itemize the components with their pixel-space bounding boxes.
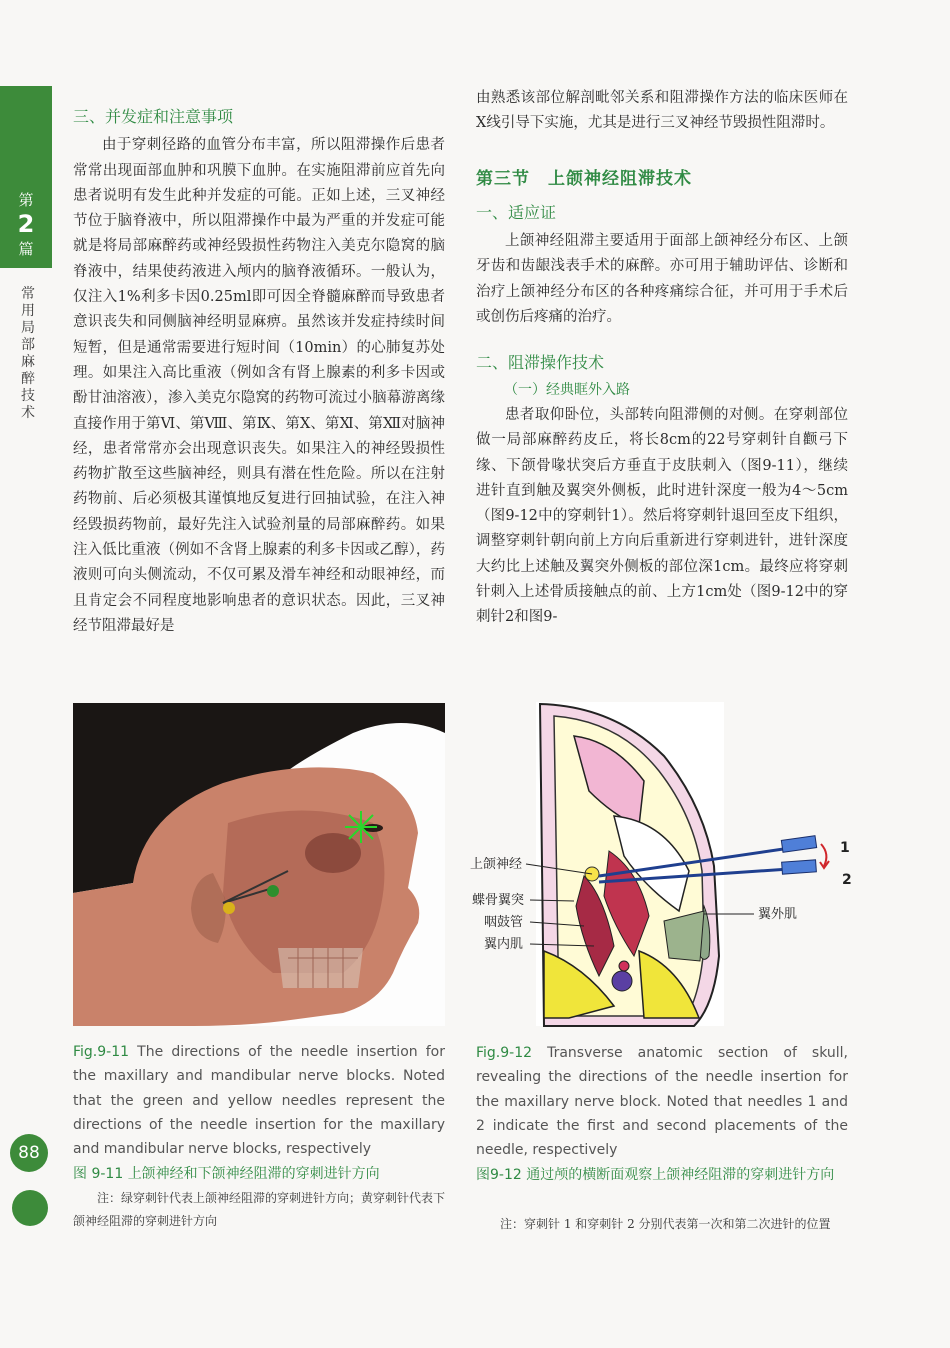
- side-char: 常: [21, 286, 35, 302]
- indications-heading: 一、适应证: [476, 202, 557, 222]
- indications-paragraph: 上颌神经阻滞主要适用于面部上颌神经分布区、上颌牙齿和齿龈浅表手术的麻醉。亦可用于辅助评估、诊断和治疗上颌神经分布区的各种疼痛综合征，并可用于手术后或创伤后疼痛的治疗。: [476, 233, 848, 326]
- eustachian-tube-label: 咽鼓管: [484, 915, 524, 930]
- skull-section-diagram: [464, 696, 864, 1036]
- section-title: 第三节 上颌神经阻滞技术: [476, 168, 692, 189]
- figure-9-11-en-text: The directions of the needle insertion for the maxillary and mandibular nerve blocks. Noted that the green and yellow needles represent the directions of the needle insertion for the maxillary and mandibular nerve blocks, respectively: [73, 1044, 446, 1158]
- patient-photo-illustration: [73, 703, 445, 1026]
- figure-9-12-note: 注：穿刺针 1 和穿刺针 2 分别代表第一次和第二次进针的位置: [500, 1217, 831, 1231]
- lateral-pterygoid-label: 翼外肌: [758, 907, 798, 922]
- part-prefix: 第: [18, 191, 34, 209]
- figure-9-11-caption-en: [73, 1040, 445, 1161]
- side-char: 局: [21, 320, 35, 336]
- approach-subheading: （一）经典眶外入路: [504, 381, 630, 398]
- figure-9-12-caption-en: [476, 1041, 848, 1162]
- figure-9-12-diagram: [464, 696, 864, 1036]
- figure-9-11-note: 注：绿穿刺针代表上颌神经阻滞的穿刺进针方向；黄穿刺针代表下颌神经阻滞的穿刺进针方向: [73, 1191, 446, 1228]
- figure-9-11-caption-cn: [73, 1163, 453, 1185]
- complications-heading: 三、并发症和注意事项: [73, 107, 234, 126]
- figure-9-12-caption-cn: [476, 1164, 848, 1186]
- figure-9-11-en-label: Fig.9-11: [73, 1044, 130, 1060]
- complications-paragraph: 由于穿刺径路的血管分布丰富，所以阻滞操作后患者常常出现面部血肿和巩膜下血肿。在实施阻滞前应首先向患者说明有发生此种并发症的可能。正如上述，三叉神经节位于脑脊液中，所以阻滞操作中最为严重的并发症可能就是将局部麻醉药或神经毁损性药物注入美克尔隐窝的脑脊液中，结果使药液进入颅内的脑脊液循环。一般认为，仅注入1%利多卡因0.25ml即可因全脊髓麻醉而导致患者意识丧失和同侧脑神经明显麻痹。虽然该并发症持续时间短暂，但是通常需要进行短时间（10min）的心肺复苏处理。如果注入高比重液（例如含有肾上腺素的利多卡因或酚甘油溶液），渗入美克尔隐窝的药物可流过小脑幕游离缘直接作用于第Ⅵ、第Ⅷ、第Ⅸ、第Ⅹ、第Ⅺ、第Ⅻ对脑神经，患者常常亦会出现意识丧失。如果注入的神经毁损性药物扩散至这些脑神经，则具有潜在性危险。所以在注射药物前、后必须极其谨慎地反复进行回抽试验，在注入神经毁损药物前，最好先注入试验剂量的局部麻醉药。如果注入低比重液（例如不含肾上腺素的利多卡因或乙醇），药液则可向头侧流动，不仅可累及滑车神经和动眼神经，而且肯定会不同程度地影响患者的意识状态。因此，三叉神经节阻滞最好是: [73, 137, 445, 634]
- page-number: 88: [10, 1134, 48, 1172]
- continuation-paragraph: 由熟悉该部位解剖毗邻关系和阻滞操作方法的临床医师在X线引导下实施，尤其是进行三叉神经节毁损性阻滞时。: [476, 90, 848, 132]
- figure-9-11-cn-title: 上颌神经和下颌神经阻滞的穿刺进针方向: [127, 1166, 380, 1182]
- technique-paragraph: 患者取仰卧位，头部转向阻滞侧的对侧。在穿刺部位做一局部麻醉药皮丘，将长8cm的22号穿刺针自颧弓下缘、下颌骨喙状突后方垂直于皮肤刺入（图9-11），继续进针直到触及翼突外侧板，此时进针深度一般为4～5cm（图9-12中的穿刺针1）。然后将穿刺针退回至皮下组织，调整穿刺针朝向前上方向后重新进行穿刺进针，进针深度大约比上述触及翼突外侧板的部位深1cm。最终应将穿刺针刺入上述骨质接触点的前、上方1cm处（图9-12中的穿刺针2和图9-: [476, 406, 848, 626]
- figure-9-12-cn-label: 图9-12: [476, 1167, 522, 1183]
- left-column: [73, 104, 445, 639]
- figure-9-12-en-label: Fig.9-12: [476, 1045, 533, 1061]
- technique-heading: 二、阻滞操作技术: [476, 353, 605, 373]
- green-marker-icon: [345, 811, 377, 843]
- part-tab: [0, 86, 52, 268]
- pterygoid-process-label: 蝶骨翼突: [472, 893, 525, 908]
- needle-1-label: 1: [840, 840, 850, 856]
- side-char: 用: [21, 303, 35, 319]
- side-char: 术: [21, 405, 35, 421]
- right-column: [476, 86, 848, 631]
- side-char: 技: [21, 388, 35, 404]
- side-char: 部: [21, 337, 35, 353]
- figure-9-11-cn-label: 图 9-11: [73, 1166, 124, 1182]
- maxillary-nerve-label: 上颌神经: [470, 857, 523, 872]
- side-char: 麻: [21, 354, 35, 370]
- figure-9-12-en-text: Transverse anatomic section of skull, revealing the directions of the needle insertion for the maxillary nerve block. Noted that needles 1 and 2 indicate the first and second placements of the needle, respectively: [476, 1045, 848, 1159]
- side-char: 醉: [21, 371, 35, 387]
- chapter-side-title: [18, 286, 38, 422]
- figure-9-12-cn-title: 通过颅的横断面观察上颌神经阻滞的穿刺进针方向: [526, 1167, 835, 1183]
- part-suffix: 篇: [18, 240, 34, 258]
- page-dot-decoration: [12, 1190, 48, 1226]
- figure-9-11-photo: [73, 703, 445, 1026]
- needle-2-label: 2: [842, 872, 852, 888]
- medial-pterygoid-label: 翼内肌: [484, 937, 524, 952]
- part-number: 2: [17, 210, 35, 238]
